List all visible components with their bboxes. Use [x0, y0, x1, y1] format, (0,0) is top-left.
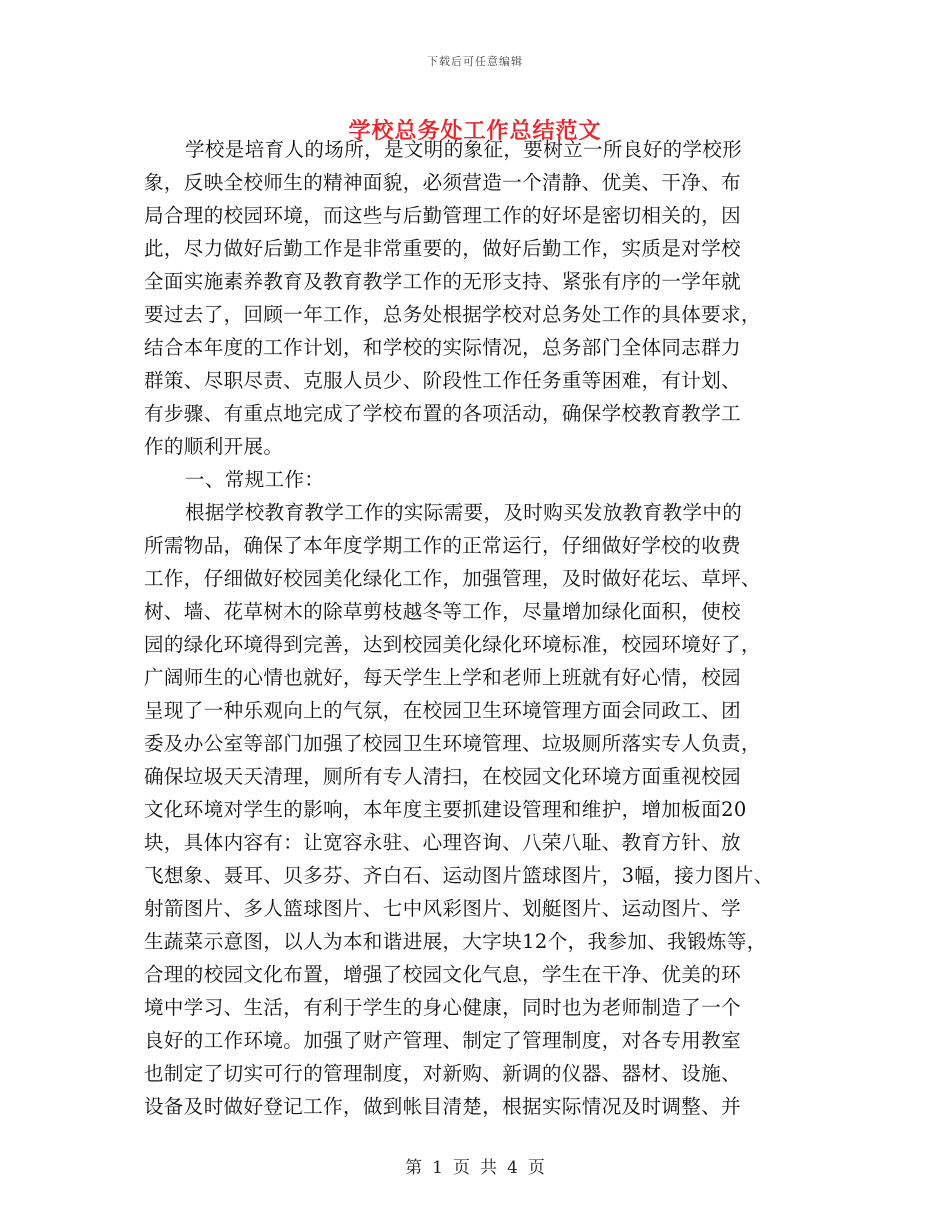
paragraph-line: 也制定了切实可行的管理制度，对新购、新调的仪器、器材、设施、 — [144, 1062, 742, 1085]
paragraph-line: 广阔师生的心情也就好，每天学生上学和老师上班就有好心情，校园 — [144, 666, 742, 689]
page-number-footer — [0, 1153, 950, 1178]
paragraph-line: 射箭图片、多人篮球图片、七中风彩图片、划艇图片、运动图片、学 — [144, 897, 742, 920]
paragraph-line: 树、墙、花草树木的除草剪枝越冬等工作，尽量增加绿化面积，使校 — [144, 600, 742, 623]
paragraph-line: 良好的工作环境。加强了财产管理、制定了管理制度，对各专用教室 — [144, 1029, 742, 1052]
paragraph-line: 生蔬菜示意图，以人为本和谐进展，大字块12个，我参加、我锻炼等， — [144, 930, 767, 953]
paragraph-line: 此，尽力做好后勤工作是非常重要的，做好后勤工作，实质是对学校 — [144, 237, 742, 260]
paragraph-line: 呈现了一种乐观向上的气氛，在校园卫生环境管理方面会同政工、团 — [144, 699, 742, 722]
paragraph-line: 学校是培育人的场所，是文明的象征，要树立一所良好的学校形 — [185, 138, 743, 161]
paragraph-line: 块，具体内容有：让宽容永驻、心理咨询、八荣八耻、教育方针、放 — [144, 831, 742, 854]
paragraph-line: 文化环境对学生的影响，本年度主要抓建设管理和维护，增加板面20 — [144, 798, 747, 821]
paragraph-line: 根据学校教育教学工作的实际需要，及时购买发放教育教学中的 — [185, 501, 743, 524]
paragraph-line: 委及办公室等部门加强了校园卫生环境管理、垃圾厕所落实专人负责， — [144, 732, 761, 755]
paragraph-line: 确保垃圾天天清理，厕所有专人清扫，在校园文化环境方面重视校园 — [144, 765, 742, 788]
total-suffix: 页 — [527, 1158, 545, 1178]
paragraph-line: 群策、尽职尽责、克服人员少、阶段性工作任务重等困难，有计划、 — [144, 369, 742, 392]
paragraph-line: 全面实施素养教育及教育教学工作的无形支持、紧张有序的一学年就 — [144, 270, 742, 293]
paragraph-line: 境中学习、生活，有利于学生的身心健康，同时也为老师制造了一个 — [144, 996, 742, 1019]
document-title: 学校总务处工作总结范文 — [348, 118, 602, 144]
current-page-number: 1 — [432, 1158, 443, 1178]
total-prefix: 共 — [480, 1158, 497, 1178]
paragraph-line: 象，反映全校师生的精神面貌，必须营造一个清静、优美、干净、布 — [144, 171, 742, 194]
section-heading: 一、常规工作： — [185, 468, 325, 491]
paragraph-line: 工作，仔细做好校园美化绿化工作，加强管理，及时做好花坛、草坪、 — [144, 567, 761, 590]
paragraph-line: 飞想象、聂耳、贝多芬、齐白石、运动图片篮球图片，3幅，接力图片、 — [144, 864, 774, 887]
paragraph-line: 合理的校园文化布置，增强了校园文化气息，学生在干净、优美的环 — [144, 963, 742, 986]
paragraph-line: 有步骤、有重点地完成了学校布置的各项活动，确保学校教育教学工 — [144, 402, 742, 425]
page-word: 页 — [453, 1158, 470, 1178]
total-page-count: 4 — [507, 1158, 518, 1178]
page-header-note: 下载后可任意编辑 — [427, 55, 523, 68]
paragraph-line: 所需物品，确保了本年度学期工作的正常运行，仔细做好学校的收费 — [144, 534, 742, 557]
paragraph-line: 要过去了，回顾一年工作，总务处根据学校对总务处工作的具体要求， — [144, 303, 761, 326]
paragraph-line: 结合本年度的工作计划，和学校的实际情况，总务部门全体同志群力 — [144, 336, 742, 359]
paragraph-line: 局合理的校园环境，而这些与后勤管理工作的好坏是密切相关的，因 — [144, 204, 742, 227]
page-prefix: 第 — [405, 1158, 423, 1178]
paragraph-line: 作的顺利开展。 — [144, 435, 284, 458]
paragraph-line: 设备及时做好登记工作，做到帐目清楚，根据实际情况及时调整、并 — [144, 1095, 742, 1118]
document-body — [144, 133, 834, 1123]
paragraph-line: 园的绿化环境得到完善，达到校园美化绿化环境标准，校园环境好了， — [144, 633, 761, 656]
